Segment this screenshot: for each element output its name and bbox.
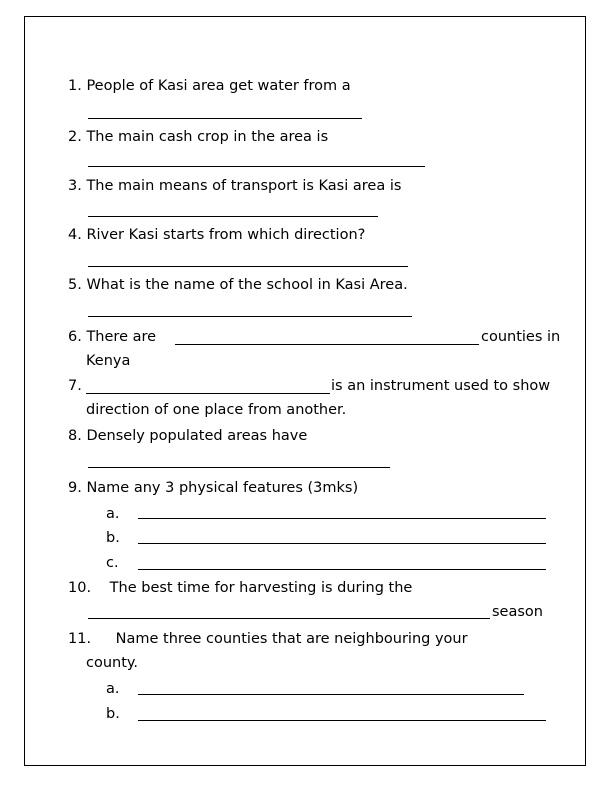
question-number: 9. <box>68 480 82 496</box>
sub-item-label: b. <box>106 530 120 546</box>
answer-line-9a[interactable] <box>138 518 546 519</box>
question-text: Densely populated areas have <box>86 428 308 444</box>
question-text: The main means of transport is Kasi area is <box>86 178 402 194</box>
answer-line-10[interactable] <box>88 618 490 619</box>
answer-line-9b[interactable] <box>138 543 546 544</box>
question-7 <box>68 376 82 396</box>
question-10 <box>68 578 412 598</box>
question-text-continued: Kenya <box>86 353 131 369</box>
question-number: 6. <box>68 329 82 345</box>
answer-line-11a[interactable] <box>138 694 524 695</box>
question-text: Name three counties that are neighbouring your <box>115 631 468 647</box>
question-number: 11. <box>68 631 92 647</box>
sub-item-label: c. <box>106 555 119 571</box>
question-text: The main cash crop in the area is <box>86 129 329 145</box>
question-text: People of Kasi area get water from a <box>86 78 351 94</box>
question-11 <box>68 629 468 649</box>
answer-line-4[interactable] <box>88 266 408 267</box>
question-number: 1. <box>68 78 82 94</box>
question-number: 7. <box>68 378 82 394</box>
answer-line-7[interactable] <box>86 393 330 394</box>
question-text-tail: season <box>492 604 543 620</box>
question-number: 3. <box>68 178 82 194</box>
question-4 <box>68 225 365 245</box>
answer-line-6[interactable] <box>175 344 479 345</box>
answer-line-3[interactable] <box>88 216 378 217</box>
question-text: River Kasi starts from which direction? <box>86 227 366 243</box>
answer-line-11b[interactable] <box>138 720 546 721</box>
question-number: 10. <box>68 580 92 596</box>
sub-item-label: a. <box>106 506 120 522</box>
sub-item-label: a. <box>106 681 120 697</box>
answer-line-1[interactable] <box>88 118 362 119</box>
question-6 <box>68 327 156 347</box>
question-text: There are <box>86 329 157 345</box>
question-text-continued: county. <box>86 655 139 671</box>
question-2 <box>68 127 328 147</box>
question-text-tail: counties in <box>481 329 561 345</box>
question-8 <box>68 426 307 446</box>
question-text-continued: direction of one place from another. <box>86 402 347 418</box>
sub-item-label: b. <box>106 706 120 722</box>
answer-line-9c[interactable] <box>138 569 546 570</box>
answer-line-5[interactable] <box>88 316 412 317</box>
question-number: 2. <box>68 129 82 145</box>
question-1 <box>68 76 351 96</box>
question-text-tail: is an instrument used to show <box>331 378 551 394</box>
answer-line-8[interactable] <box>88 467 390 468</box>
question-text: What is the name of the school in Kasi Area. <box>86 277 408 293</box>
question-3 <box>68 176 401 196</box>
question-9 <box>68 478 358 498</box>
question-text: The best time for harvesting is during the <box>109 580 413 596</box>
question-text: Name any 3 physical features (3mks) <box>86 480 359 496</box>
question-number: 4. <box>68 227 82 243</box>
question-number: 8. <box>68 428 82 444</box>
question-5 <box>68 275 408 295</box>
question-number: 5. <box>68 277 82 293</box>
answer-line-2[interactable] <box>88 166 425 167</box>
